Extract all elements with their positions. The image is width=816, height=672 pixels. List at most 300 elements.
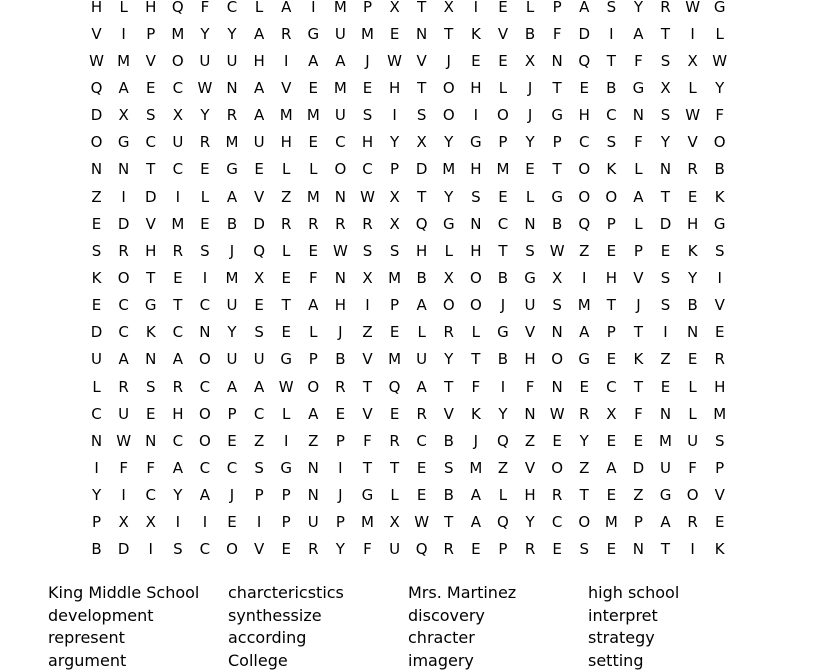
grid-letter: Z	[625, 482, 652, 509]
grid-letter: H	[571, 102, 598, 129]
grid-letter: L	[300, 319, 327, 346]
grid-letter: T	[544, 74, 571, 101]
grid-letter: X	[164, 102, 191, 129]
grid-letter: X	[354, 264, 381, 291]
grid-letter: T	[408, 74, 435, 101]
grid-letter: Q	[408, 536, 435, 563]
grid-letter: J	[462, 427, 489, 454]
word-item: represent	[48, 627, 228, 650]
grid-letter: E	[273, 319, 300, 346]
grid-letter: R	[679, 156, 706, 183]
grid-letter: I	[462, 0, 489, 20]
grid-letter: P	[327, 509, 354, 536]
grid-letter: W	[110, 427, 137, 454]
grid-letter: E	[300, 237, 327, 264]
grid-letter: L	[679, 74, 706, 101]
grid-letter: P	[273, 482, 300, 509]
grid-letter: A	[462, 482, 489, 509]
grid-letter: F	[625, 47, 652, 74]
grid-letter: T	[408, 0, 435, 20]
grid-letter: N	[625, 102, 652, 129]
grid-letter: A	[327, 47, 354, 74]
grid-letter: R	[273, 210, 300, 237]
grid-letter: A	[625, 183, 652, 210]
grid-letter: V	[435, 400, 462, 427]
grid-letter: R	[273, 20, 300, 47]
grid-letter: D	[110, 536, 137, 563]
grid-letter: O	[489, 102, 516, 129]
grid-letter: Y	[679, 264, 706, 291]
word-item: discovery	[408, 605, 588, 628]
grid-letter: A	[246, 74, 273, 101]
grid-letter: R	[571, 400, 598, 427]
grid-letter: N	[544, 319, 571, 346]
grid-letter: T	[652, 536, 679, 563]
grid-letter: P	[381, 292, 408, 319]
grid-letter: B	[517, 20, 544, 47]
grid-letter: R	[517, 536, 544, 563]
grid-letter: H	[83, 0, 110, 20]
grid-letter: E	[679, 346, 706, 373]
grid-letter: X	[517, 47, 544, 74]
grid-letter: U	[218, 292, 245, 319]
grid-letter: X	[652, 74, 679, 101]
word-item: argument	[48, 650, 228, 672]
grid-letter: A	[300, 400, 327, 427]
grid-letter: J	[517, 102, 544, 129]
grid-letter: E	[164, 264, 191, 291]
grid-letter: L	[246, 0, 273, 20]
grid-letter: L	[110, 0, 137, 20]
grid-letter: H	[327, 292, 354, 319]
grid-letter: M	[571, 292, 598, 319]
grid-letter: K	[706, 536, 733, 563]
grid-letter: G	[706, 0, 733, 20]
grid-letter: E	[598, 427, 625, 454]
word-item: interpret	[588, 605, 768, 628]
grid-letter: Q	[408, 210, 435, 237]
grid-letter: K	[625, 346, 652, 373]
grid-letter: B	[435, 427, 462, 454]
grid-letter: L	[679, 400, 706, 427]
grid-letter: I	[191, 264, 218, 291]
grid-letter: Y	[435, 346, 462, 373]
grid-letter: R	[110, 373, 137, 400]
grid-letter: S	[544, 292, 571, 319]
grid-letter: E	[354, 74, 381, 101]
grid-letter: T	[462, 346, 489, 373]
grid-letter: Z	[354, 319, 381, 346]
grid-letter: L	[300, 156, 327, 183]
grid-letter: R	[218, 102, 245, 129]
grid-letter: T	[354, 373, 381, 400]
grid-letter: T	[435, 373, 462, 400]
grid-letter: M	[598, 509, 625, 536]
grid-letter: N	[517, 210, 544, 237]
grid-letter: Y	[381, 129, 408, 156]
grid-letter: P	[246, 482, 273, 509]
grid-letter: M	[489, 156, 516, 183]
grid-letter: V	[246, 183, 273, 210]
grid-letter: K	[679, 237, 706, 264]
grid-letter: F	[544, 20, 571, 47]
grid-letter: K	[137, 319, 164, 346]
grid-letter: C	[571, 129, 598, 156]
grid-letter: C	[110, 292, 137, 319]
grid-letter: E	[652, 237, 679, 264]
grid-letter: S	[435, 454, 462, 481]
word-item: College	[228, 650, 408, 672]
grid-letter: H	[354, 129, 381, 156]
grid-letter: R	[164, 237, 191, 264]
grid-letter: E	[273, 536, 300, 563]
grid-letter: M	[435, 156, 462, 183]
grid-letter: I	[273, 427, 300, 454]
grid-letter: F	[354, 427, 381, 454]
grid-letter: J	[354, 47, 381, 74]
grid-letter: J	[435, 47, 462, 74]
grid-letter: F	[625, 400, 652, 427]
grid-letter: C	[489, 210, 516, 237]
grid-letter: O	[191, 346, 218, 373]
grid-letter: D	[571, 20, 598, 47]
grid-letter: Q	[571, 210, 598, 237]
grid-letter: O	[571, 183, 598, 210]
grid-letter: I	[354, 292, 381, 319]
grid-letter: H	[679, 210, 706, 237]
grid-letter: P	[489, 536, 516, 563]
grid-letter: X	[435, 264, 462, 291]
grid-letter: N	[652, 400, 679, 427]
grid-letter: S	[137, 102, 164, 129]
grid-letter: E	[706, 319, 733, 346]
grid-letter: T	[489, 237, 516, 264]
grid-letter: G	[273, 346, 300, 373]
grid-letter: P	[625, 237, 652, 264]
grid-letter: X	[137, 509, 164, 536]
grid-letter: M	[300, 183, 327, 210]
grid-letter: Y	[517, 129, 544, 156]
grid-letter: M	[706, 400, 733, 427]
grid-letter: L	[625, 210, 652, 237]
grid-letter: G	[110, 129, 137, 156]
grid-letter: X	[110, 102, 137, 129]
grid-letter: D	[137, 183, 164, 210]
grid-letter: L	[679, 373, 706, 400]
grid-letter: N	[300, 482, 327, 509]
grid-letter: I	[164, 183, 191, 210]
grid-letter: S	[191, 237, 218, 264]
word-item: charctericstics	[228, 582, 408, 605]
grid-letter: R	[110, 237, 137, 264]
grid-letter: U	[164, 129, 191, 156]
grid-letter: E	[652, 373, 679, 400]
grid-letter: T	[435, 509, 462, 536]
word-item: high school	[588, 582, 768, 605]
grid-letter: B	[435, 482, 462, 509]
grid-letter: Y	[517, 509, 544, 536]
grid-letter: M	[218, 264, 245, 291]
grid-letter: V	[273, 74, 300, 101]
grid-letter: A	[164, 346, 191, 373]
grid-letter: R	[327, 373, 354, 400]
grid-letter: W	[544, 237, 571, 264]
grid-letter: A	[625, 20, 652, 47]
grid-letter: Q	[489, 427, 516, 454]
grid-letter: V	[83, 20, 110, 47]
grid-letter: O	[571, 509, 598, 536]
grid-letter: O	[218, 536, 245, 563]
grid-letter: H	[273, 129, 300, 156]
letter-grid	[83, 0, 733, 563]
grid-letter: P	[381, 156, 408, 183]
grid-letter: V	[354, 346, 381, 373]
grid-letter: V	[137, 210, 164, 237]
grid-letter: Q	[246, 237, 273, 264]
grid-letter: C	[408, 427, 435, 454]
grid-letter: J	[218, 237, 245, 264]
grid-letter: X	[110, 509, 137, 536]
grid-letter: W	[381, 47, 408, 74]
grid-letter: U	[408, 346, 435, 373]
grid-letter: U	[652, 454, 679, 481]
grid-letter: W	[544, 400, 571, 427]
grid-letter: H	[462, 74, 489, 101]
grid-letter: F	[300, 264, 327, 291]
grid-letter: Y	[571, 427, 598, 454]
grid-letter: C	[164, 319, 191, 346]
grid-letter: V	[625, 264, 652, 291]
grid-letter: F	[625, 129, 652, 156]
grid-letter: D	[110, 210, 137, 237]
grid-letter: Y	[435, 129, 462, 156]
grid-letter: S	[408, 102, 435, 129]
grid-letter: C	[191, 292, 218, 319]
grid-letter: W	[83, 47, 110, 74]
grid-letter: M	[354, 509, 381, 536]
grid-letter: S	[652, 292, 679, 319]
word-item: development	[48, 605, 228, 628]
grid-letter: A	[246, 20, 273, 47]
grid-letter: A	[110, 346, 137, 373]
grid-letter: N	[625, 536, 652, 563]
grid-letter: W	[327, 237, 354, 264]
grid-letter: N	[218, 74, 245, 101]
word-item: imagery	[408, 650, 588, 672]
grid-letter: B	[706, 156, 733, 183]
grid-letter: M	[218, 129, 245, 156]
grid-letter: Z	[517, 427, 544, 454]
grid-letter: M	[110, 47, 137, 74]
grid-letter: H	[517, 346, 544, 373]
grid-letter: X	[381, 509, 408, 536]
grid-letter: E	[489, 183, 516, 210]
grid-letter: E	[300, 74, 327, 101]
grid-letter: V	[354, 400, 381, 427]
grid-letter: L	[273, 237, 300, 264]
grid-letter: F	[679, 454, 706, 481]
grid-letter: T	[164, 292, 191, 319]
grid-letter: H	[517, 482, 544, 509]
word-item: chracter	[408, 627, 588, 650]
grid-letter: R	[191, 129, 218, 156]
grid-letter: R	[164, 373, 191, 400]
grid-letter: D	[408, 156, 435, 183]
grid-letter: S	[354, 102, 381, 129]
grid-letter: G	[544, 183, 571, 210]
grid-letter: P	[544, 0, 571, 20]
grid-letter: C	[354, 156, 381, 183]
grid-letter: N	[83, 427, 110, 454]
grid-letter: I	[110, 183, 137, 210]
grid-letter: T	[652, 183, 679, 210]
grid-letter: O	[191, 400, 218, 427]
grid-letter: S	[598, 129, 625, 156]
grid-letter: S	[652, 264, 679, 291]
grid-letter: E	[273, 264, 300, 291]
grid-letter: N	[137, 427, 164, 454]
grid-letter: M	[462, 454, 489, 481]
grid-letter: F	[462, 373, 489, 400]
grid-letter: N	[191, 319, 218, 346]
grid-letter: J	[625, 292, 652, 319]
grid-letter: M	[327, 74, 354, 101]
grid-letter: U	[327, 102, 354, 129]
grid-letter: A	[273, 0, 300, 20]
grid-letter: A	[300, 292, 327, 319]
grid-letter: O	[327, 156, 354, 183]
grid-letter: S	[137, 373, 164, 400]
grid-letter: C	[110, 319, 137, 346]
grid-letter: E	[137, 74, 164, 101]
grid-letter: W	[679, 0, 706, 20]
grid-letter: P	[625, 509, 652, 536]
grid-letter: R	[652, 0, 679, 20]
grid-letter: L	[489, 74, 516, 101]
grid-letter: P	[598, 319, 625, 346]
grid-letter: R	[679, 509, 706, 536]
word-item: strategy	[588, 627, 768, 650]
grid-letter: A	[218, 373, 245, 400]
grid-letter: N	[517, 400, 544, 427]
grid-letter: A	[571, 0, 598, 20]
grid-letter: S	[652, 102, 679, 129]
grid-letter: E	[83, 292, 110, 319]
grid-letter: O	[300, 373, 327, 400]
grid-letter: U	[83, 346, 110, 373]
grid-letter: E	[571, 74, 598, 101]
grid-letter: E	[218, 509, 245, 536]
grid-letter: E	[489, 0, 516, 20]
grid-letter: E	[191, 156, 218, 183]
grid-letter: O	[679, 482, 706, 509]
grid-letter: L	[435, 237, 462, 264]
grid-letter: N	[327, 264, 354, 291]
grid-letter: Y	[327, 536, 354, 563]
grid-letter: O	[435, 102, 462, 129]
grid-letter: X	[381, 210, 408, 237]
grid-letter: W	[706, 47, 733, 74]
grid-letter: D	[83, 319, 110, 346]
grid-letter: T	[137, 156, 164, 183]
grid-letter: C	[218, 0, 245, 20]
grid-letter: N	[137, 346, 164, 373]
grid-letter: T	[381, 454, 408, 481]
grid-letter: M	[652, 427, 679, 454]
grid-letter: S	[706, 427, 733, 454]
grid-letter: Z	[489, 454, 516, 481]
grid-letter: E	[381, 20, 408, 47]
grid-letter: M	[327, 0, 354, 20]
grid-letter: D	[83, 102, 110, 129]
grid-letter: C	[327, 129, 354, 156]
grid-letter: S	[652, 47, 679, 74]
grid-letter: N	[679, 319, 706, 346]
grid-letter: Z	[571, 237, 598, 264]
grid-letter: F	[110, 454, 137, 481]
grid-letter: G	[489, 319, 516, 346]
grid-letter: E	[489, 47, 516, 74]
grid-letter: Q	[83, 74, 110, 101]
grid-letter: Y	[83, 482, 110, 509]
grid-letter: Y	[218, 319, 245, 346]
grid-letter: M	[300, 102, 327, 129]
grid-letter: I	[110, 482, 137, 509]
grid-letter: E	[598, 346, 625, 373]
grid-letter: F	[354, 536, 381, 563]
grid-letter: I	[327, 454, 354, 481]
grid-letter: Y	[435, 183, 462, 210]
grid-letter: E	[571, 373, 598, 400]
grid-letter: O	[598, 183, 625, 210]
grid-letter: L	[408, 319, 435, 346]
grid-letter: B	[489, 264, 516, 291]
grid-letter: I	[462, 102, 489, 129]
grid-letter: S	[571, 536, 598, 563]
grid-letter: I	[246, 509, 273, 536]
grid-letter: G	[517, 264, 544, 291]
grid-letter: P	[327, 427, 354, 454]
grid-letter: A	[191, 482, 218, 509]
grid-letter: Z	[273, 183, 300, 210]
grid-letter: L	[381, 482, 408, 509]
grid-letter: Z	[571, 454, 598, 481]
grid-letter: P	[83, 509, 110, 536]
grid-letter: B	[598, 74, 625, 101]
grid-letter: C	[137, 129, 164, 156]
grid-letter: O	[571, 156, 598, 183]
grid-letter: A	[598, 454, 625, 481]
grid-letter: C	[83, 400, 110, 427]
grid-letter: R	[435, 536, 462, 563]
grid-letter: I	[137, 536, 164, 563]
grid-letter: Y	[191, 102, 218, 129]
grid-letter: A	[246, 373, 273, 400]
grid-letter: H	[164, 400, 191, 427]
grid-letter: U	[517, 292, 544, 319]
grid-letter: L	[83, 373, 110, 400]
grid-letter: P	[544, 129, 571, 156]
grid-letter: E	[300, 129, 327, 156]
grid-letter: I	[598, 20, 625, 47]
grid-letter: V	[137, 47, 164, 74]
grid-letter: E	[246, 292, 273, 319]
word-item: setting	[588, 650, 768, 672]
grid-letter: P	[137, 20, 164, 47]
grid-letter: M	[381, 264, 408, 291]
grid-letter: E	[625, 427, 652, 454]
grid-letter: X	[381, 0, 408, 20]
